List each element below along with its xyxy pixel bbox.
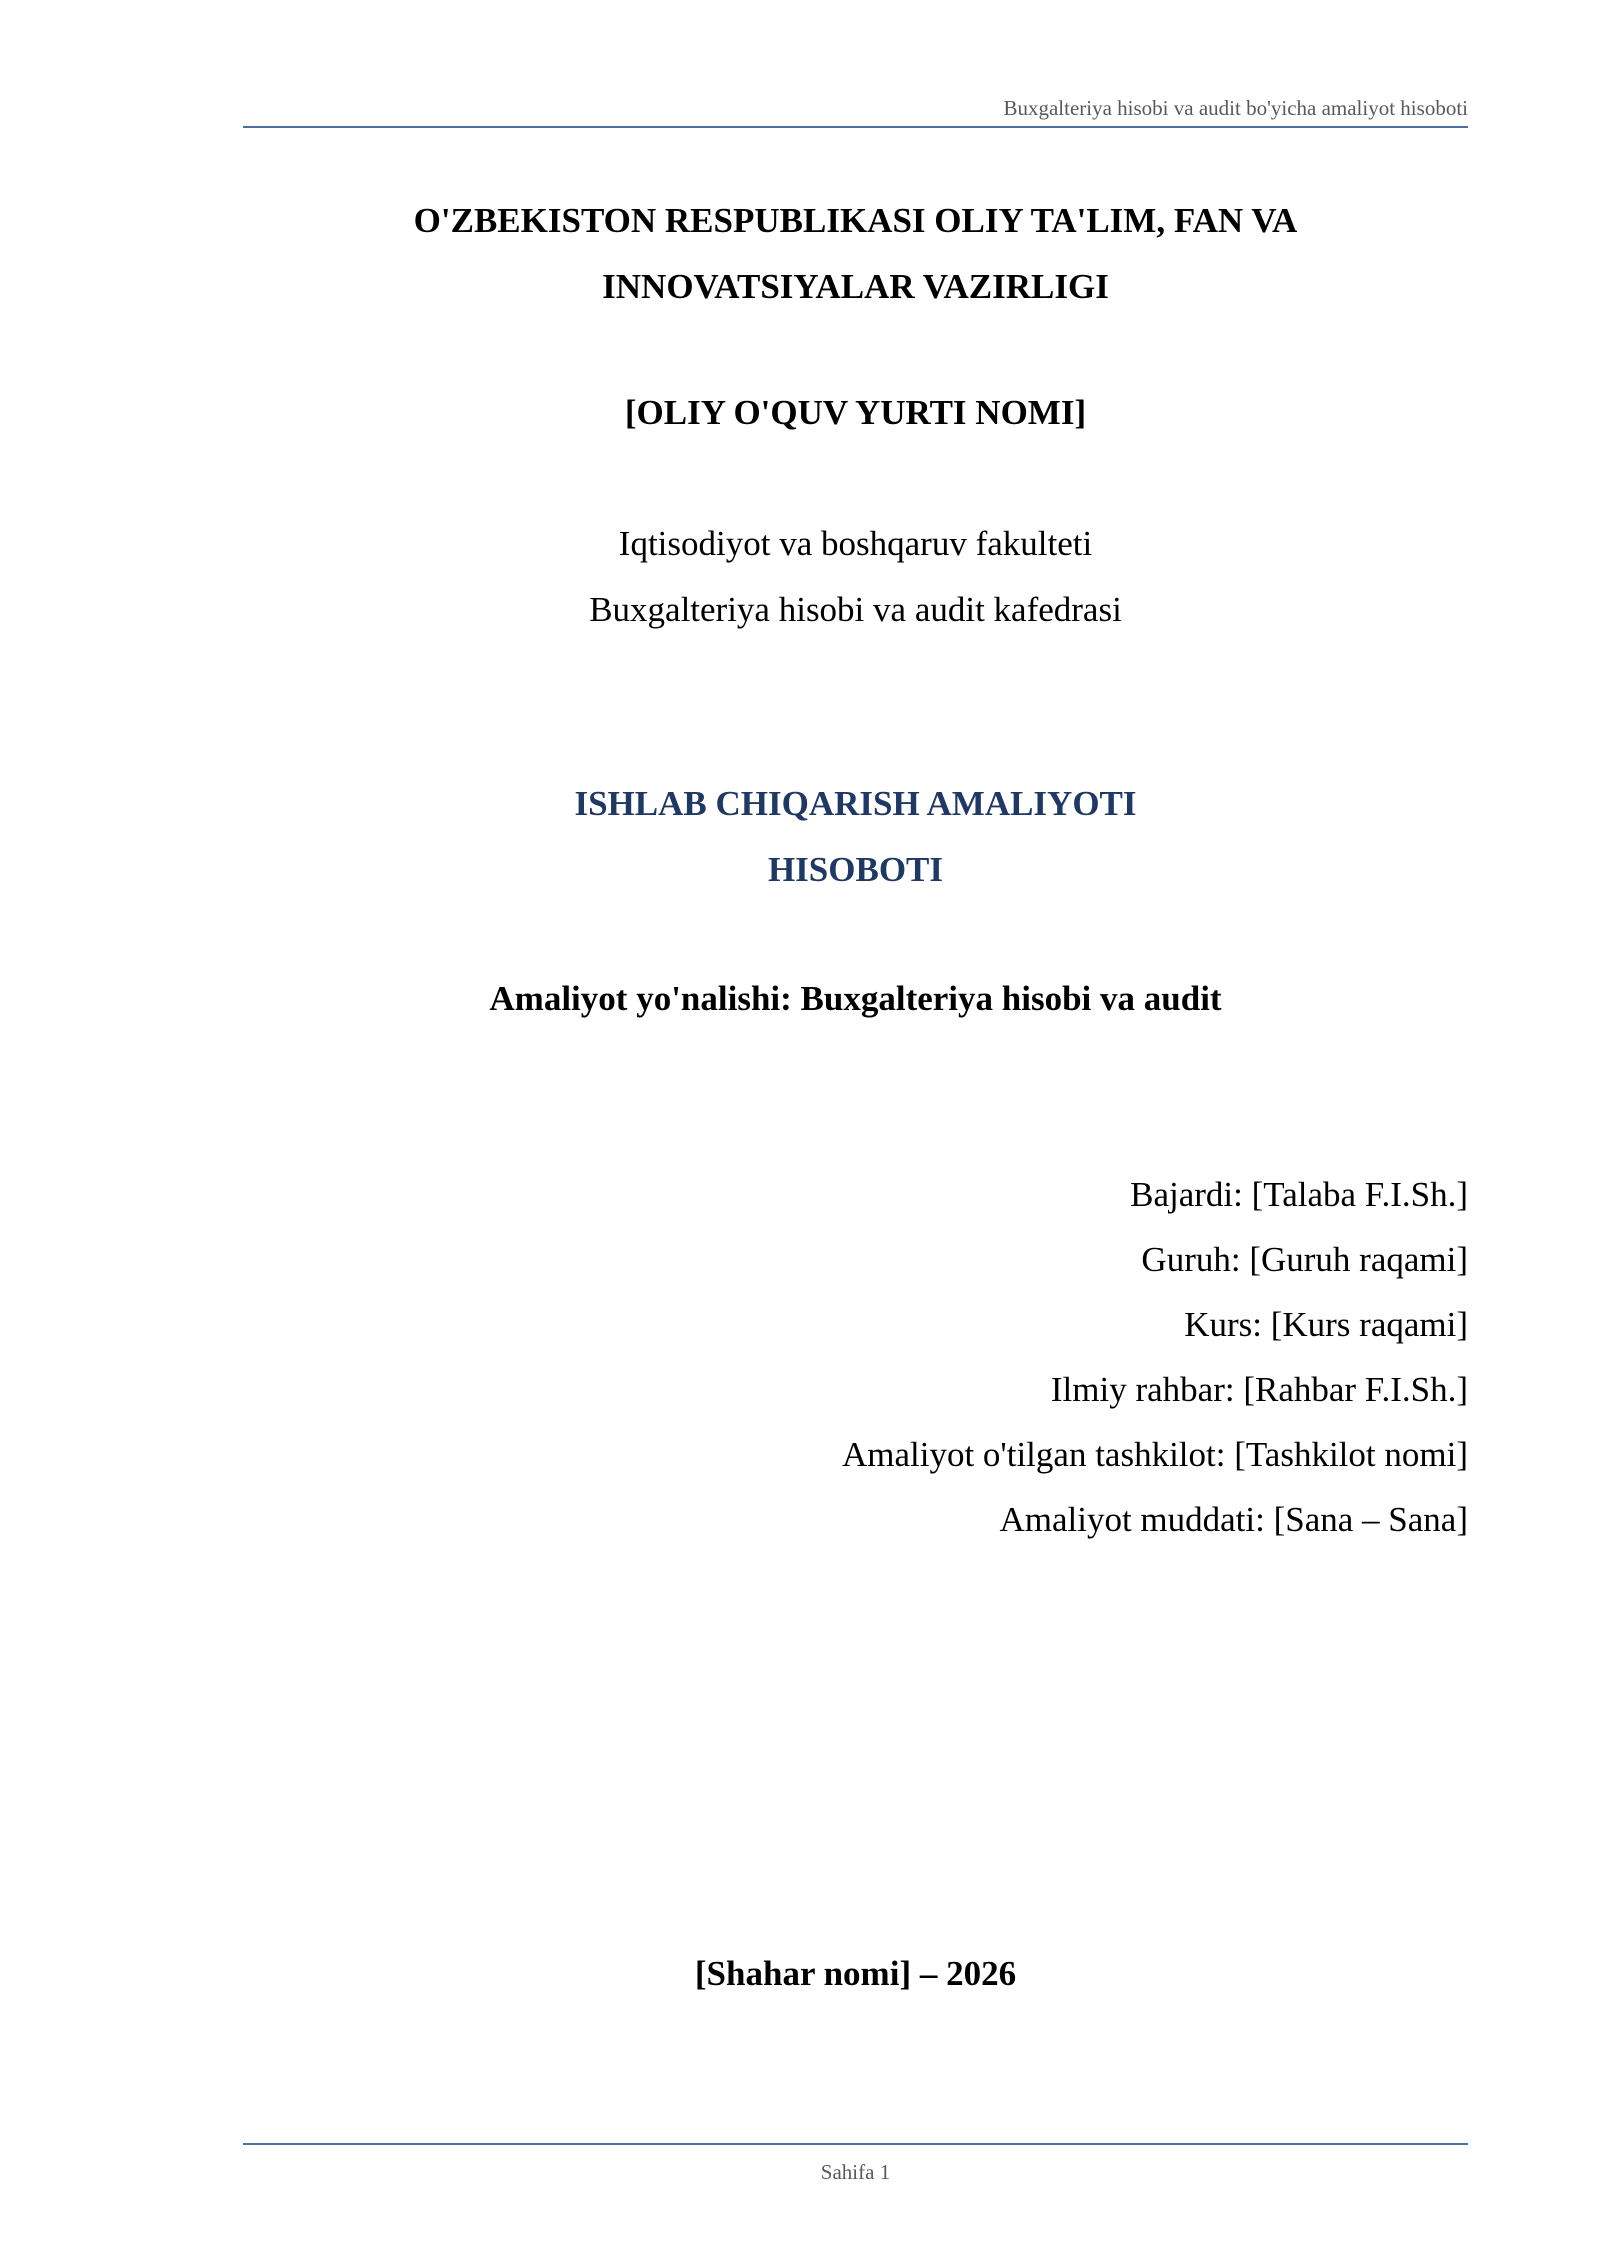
report-title-line-1: ISHLAB CHIQARISH AMALIYOTI (574, 784, 1137, 823)
info-performer: Bajardi: [Talaba F.I.Sh.] (1130, 1175, 1468, 1214)
info-course: Kurs: [Kurs raqami] (1184, 1305, 1468, 1344)
page-header-title: Buxgalteriya hisobi va audit bo'yicha amaliyot hisoboti (1003, 96, 1468, 120)
department-name: Buxgalteriya hisobi va audit kafedrasi (589, 590, 1122, 629)
header-divider (243, 126, 1468, 128)
report-title-line-2: HISOBOTI (767, 850, 944, 889)
ministry-name-line-2: INNOVATSIYALAR VAZIRLIGI (602, 267, 1109, 306)
info-period: Amaliyot muddati: [Sana – Sana] (999, 1500, 1468, 1539)
ministry-name (243, 188, 1468, 320)
faculty-block (243, 511, 1468, 643)
info-group: Guruh: [Guruh raqami] (1141, 1240, 1468, 1279)
practice-direction: Amaliyot yo'nalishi: Buxgalteriya hisobi va audit (489, 979, 1222, 1018)
author-info-block (842, 1162, 1468, 1552)
university-name: [OLIY O'QUV YURTI NOMI] (624, 393, 1087, 432)
city-year: [Shahar nomi] – 2026 (694, 1954, 1017, 1993)
footer-divider (243, 2143, 1468, 2145)
info-organization: Amaliyot o'tilgan tashkilot: [Tashkilot nomi] (841, 1435, 1468, 1474)
ministry-name-line-1: O'ZBEKISTON RESPUBLIKASI OLIY TA'LIM, FAN VA (413, 201, 1298, 240)
faculty-name: Iqtisodiyot va boshqaruv fakulteti (618, 524, 1093, 563)
info-supervisor: Ilmiy rahbar: [Rahbar F.I.Sh.] (1050, 1370, 1468, 1409)
page-number: Sahifa 1 (820, 2160, 891, 2184)
report-title (243, 771, 1468, 903)
